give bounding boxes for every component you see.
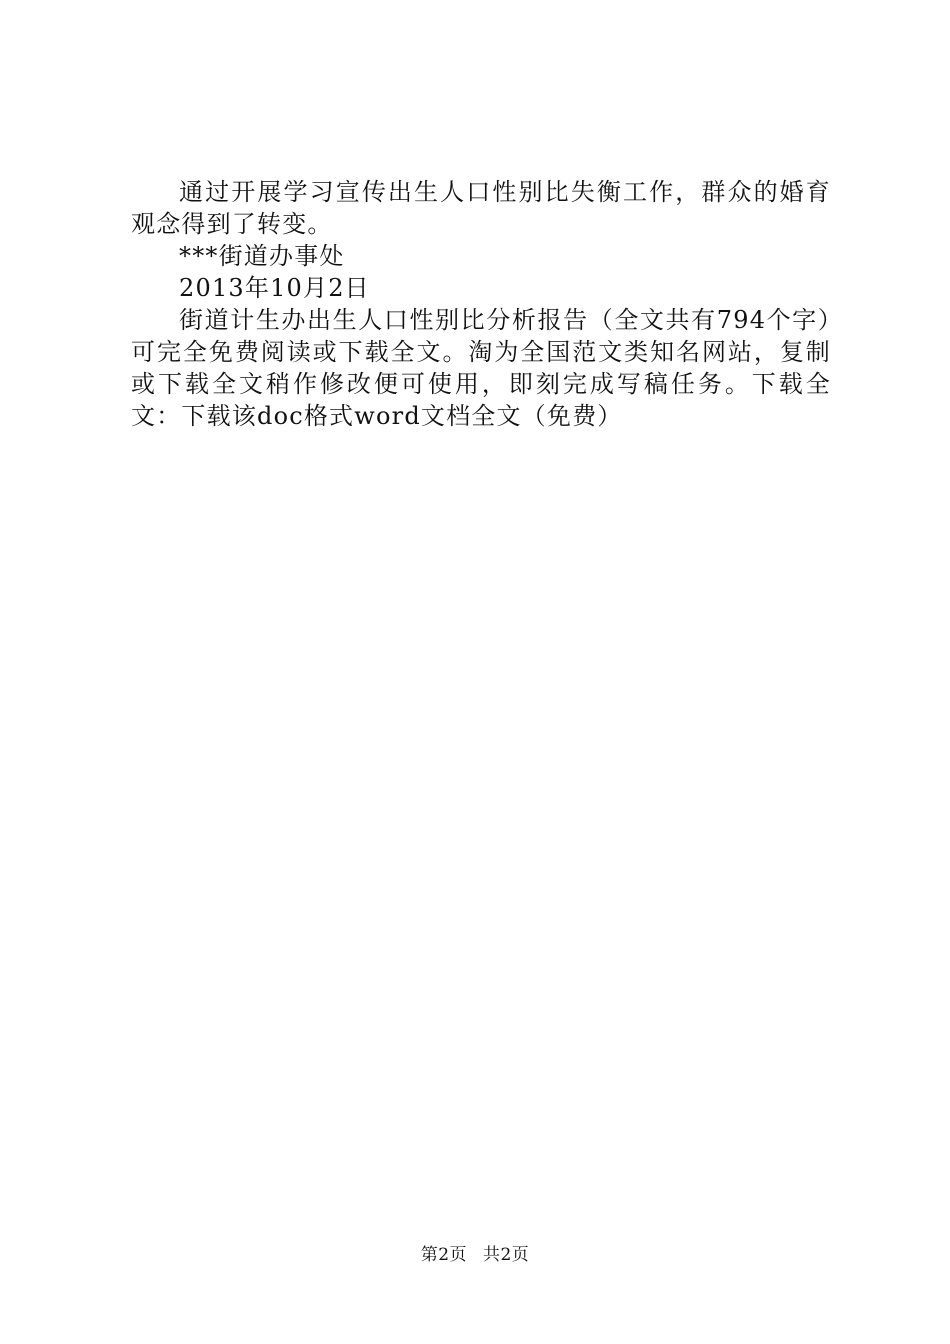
signature-date: 2013年10月2日 — [179, 274, 370, 302]
paragraph-conclusion: 通过开展学习宣传出生人口性别比失衡工作，群众的婚育观念得到了转变。 — [131, 178, 831, 238]
page-total: 共2页 — [482, 1245, 530, 1265]
page-footer — [0, 1244, 950, 1266]
signature-organization: ***街道办事处 — [179, 242, 345, 270]
paragraph-download-notice: 街道计生办出生人口性别比分析报告（全文共有794个字）可完全免费阅读或下载全文。淘为全国范文类知名网站，复制或下载全文稍作修改便可使用，即刻完成写稿任务。下载全文：下载该doc格式word文档全文（免费） — [131, 306, 831, 430]
page-number: 第2页 — [420, 1245, 468, 1265]
document-body — [131, 176, 831, 432]
